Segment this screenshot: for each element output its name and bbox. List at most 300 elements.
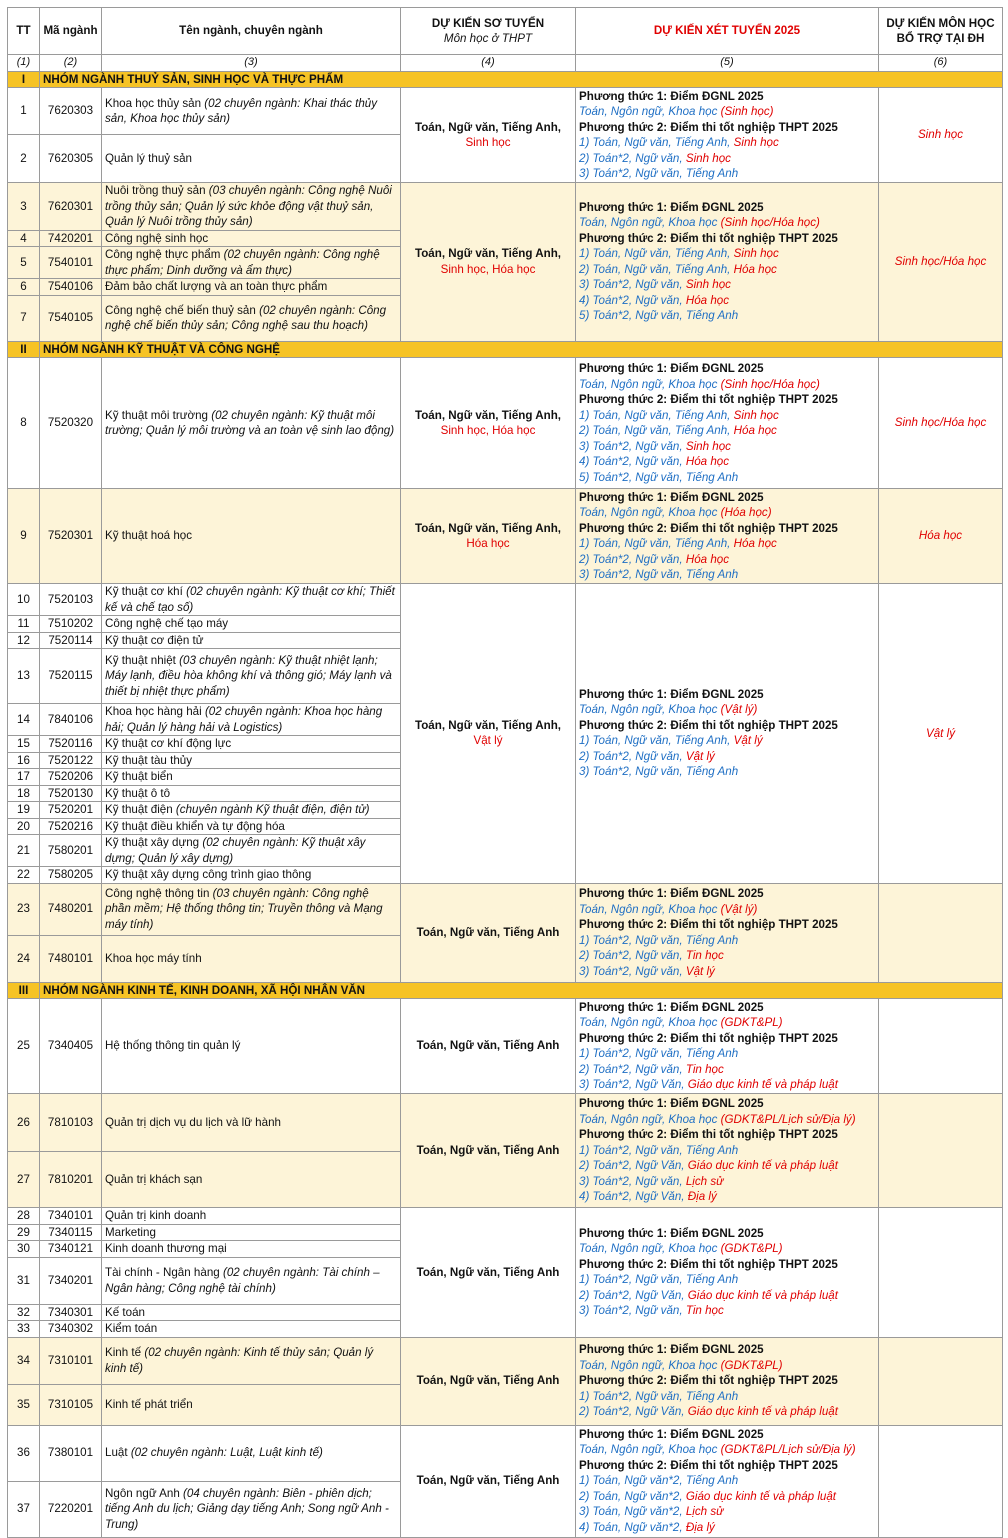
program-name: Kỹ thuật cơ khí bbox=[105, 585, 183, 598]
program-code: 7220201 bbox=[40, 1481, 102, 1537]
method2-combination-main: 1) Toán*2, Ngữ văn, Tiếng Anh bbox=[579, 1047, 739, 1060]
program-name-cell bbox=[102, 835, 401, 867]
program-number: 36 bbox=[8, 1425, 40, 1481]
method2-combination-extra: Hóa học bbox=[733, 537, 777, 550]
index-cell: (4) bbox=[401, 55, 576, 72]
method2-combination bbox=[579, 749, 875, 765]
program-number: 1 bbox=[8, 88, 40, 135]
table-row bbox=[8, 1208, 1003, 1225]
program-name-cell bbox=[102, 1257, 401, 1304]
method2-combination bbox=[579, 262, 875, 278]
method2-combination bbox=[579, 1303, 875, 1319]
method2-combination-extra: Sinh học bbox=[733, 408, 779, 422]
screening-cell bbox=[401, 1094, 576, 1208]
program-number: 25 bbox=[8, 999, 40, 1094]
admission-methods-cell bbox=[576, 1425, 879, 1537]
program-number: 13 bbox=[8, 649, 40, 704]
admission-methods-cell bbox=[576, 999, 879, 1094]
method1-subjects bbox=[579, 104, 875, 120]
admission-methods-cell bbox=[576, 883, 879, 982]
table-row bbox=[8, 1094, 1003, 1152]
group-title: NHÓM NGÀNH KINH TẾ, KINH DOANH, XÃ HỘI NHÂN VĂN bbox=[40, 982, 1003, 999]
method2-combination-main: 4) Toán*2, Ngữ văn, bbox=[579, 293, 683, 307]
method2-combination-main: 2) Toán*2, Ngữ Văn, bbox=[579, 1288, 685, 1302]
method2-title: Phương thức 2: Điểm thi tốt nghiệp THPT 2025 bbox=[579, 231, 838, 245]
program-number: 35 bbox=[8, 1384, 40, 1425]
method2-combination-extra: Giáo dục kinh tế và pháp luật bbox=[685, 1489, 837, 1503]
program-code: 7520206 bbox=[40, 769, 102, 786]
method1-subjects-main: Toán, Ngôn ngữ, Khoa học bbox=[579, 506, 718, 519]
program-name-cell bbox=[102, 1304, 401, 1321]
program-code: 7540105 bbox=[40, 295, 102, 341]
method1-title: Phương thức 1: Điểm ĐGNL 2025 bbox=[579, 490, 764, 504]
method1-subjects bbox=[579, 902, 875, 918]
program-name: Khoa học thủy sản bbox=[105, 96, 202, 110]
program-name: Marketing bbox=[105, 1225, 156, 1239]
program-note: (02 chuyên ngành: Tài chính – Ngân hàng; Công nghệ tài chính) bbox=[105, 1266, 380, 1295]
screening-extra-subjects: Hóa học bbox=[466, 537, 510, 550]
method2-combination-extra: Lịch sử bbox=[685, 1174, 724, 1188]
program-name: Kế toán bbox=[105, 1305, 145, 1319]
program-name-cell bbox=[102, 1241, 401, 1258]
method1-title: Phương thức 1: Điểm ĐGNL 2025 bbox=[579, 1226, 764, 1240]
col-header-screening-title: DỰ KIẾN SƠ TUYỂN bbox=[431, 16, 545, 30]
program-name: Kỹ thuật xây dựng công trình giao thông bbox=[105, 868, 312, 881]
program-name: Kỹ thuật ô tô bbox=[105, 786, 171, 800]
admission-methods-cell bbox=[576, 1094, 879, 1208]
program-number: 32 bbox=[8, 1304, 40, 1321]
program-name-cell bbox=[102, 1321, 401, 1338]
screening-subjects: Toán, Ngữ văn, Tiếng Anh, bbox=[414, 521, 562, 535]
program-name: Nuôi trồng thuỷ sản bbox=[105, 184, 206, 197]
method1-title: Phương thức 1: Điểm ĐGNL 2025 bbox=[579, 1000, 764, 1014]
table-row bbox=[8, 999, 1003, 1094]
index-cell: (3) bbox=[102, 55, 401, 72]
support-subject bbox=[879, 1094, 1003, 1208]
program-number: 33 bbox=[8, 1321, 40, 1338]
group-title: NHÓM NGÀNH KỸ THUẬT VÀ CÔNG NGHỆ bbox=[40, 341, 1003, 358]
method2-combination bbox=[579, 1404, 875, 1420]
method1-title: Phương thức 1: Điểm ĐGNL 2025 bbox=[579, 887, 764, 900]
program-number: 14 bbox=[8, 704, 40, 736]
method2-combination-main: 3) Toán*2, Ngữ văn, bbox=[579, 439, 683, 453]
method2-combination-extra: Giáo dục kinh tế và pháp luật bbox=[687, 1288, 838, 1302]
program-name-cell bbox=[102, 1224, 401, 1241]
program-code: 7810103 bbox=[40, 1094, 102, 1152]
method2-combination-main: 4) Toán*2, Ngữ văn, bbox=[579, 455, 683, 468]
program-number: 5 bbox=[8, 247, 40, 279]
program-name-cell bbox=[102, 1094, 401, 1152]
program-name-cell bbox=[102, 802, 401, 819]
program-name: Quản trị kinh doanh bbox=[105, 1209, 207, 1222]
method1-subjects bbox=[579, 1442, 875, 1458]
screening-extra-subjects: Sinh học bbox=[465, 136, 511, 149]
method1-subjects-main: Toán, Ngôn ngữ, Khoa học bbox=[579, 1016, 718, 1029]
method2-combination-extra: Tin học bbox=[685, 1304, 724, 1318]
support-subject: Hóa học bbox=[879, 489, 1003, 584]
program-name: Quản trị khách sạn bbox=[105, 1172, 203, 1186]
program-name: Hệ thống thông tin quản lý bbox=[105, 1039, 241, 1053]
program-name-cell bbox=[102, 584, 401, 616]
program-code: 7520116 bbox=[40, 736, 102, 753]
method2-combination bbox=[579, 246, 875, 262]
table-row bbox=[8, 584, 1003, 616]
program-code: 7340201 bbox=[40, 1257, 102, 1304]
method2-combination-extra: Giáo dục kinh tế và pháp luật bbox=[687, 1405, 838, 1419]
program-number: 29 bbox=[8, 1224, 40, 1241]
method2-combination bbox=[579, 1062, 875, 1078]
index-cell: (2) bbox=[40, 55, 102, 72]
method2-combination-main: 1) Toán, Ngữ văn, Tiếng Anh, bbox=[579, 734, 731, 748]
program-name-cell bbox=[102, 247, 401, 279]
index-cell: (5) bbox=[576, 55, 879, 72]
index-cell: (6) bbox=[879, 55, 1003, 72]
method1-title: Phương thức 1: Điểm ĐGNL 2025 bbox=[579, 687, 764, 701]
program-code: 7620305 bbox=[40, 135, 102, 183]
program-name: Công nghệ chế biến thuỷ sản bbox=[105, 303, 256, 317]
support-subject bbox=[879, 883, 1003, 982]
program-code: 7420201 bbox=[40, 230, 102, 247]
method2-combination-main: 1) Toán*2, Ngữ văn, Tiếng Anh bbox=[579, 1273, 739, 1287]
support-subject: Sinh học/Hóa học bbox=[879, 358, 1003, 489]
method1-subjects bbox=[579, 1112, 875, 1128]
program-name: Đảm bảo chất lượng và an toàn thực phẩm bbox=[105, 280, 328, 293]
program-code: 7310101 bbox=[40, 1337, 102, 1384]
method2-combination-main: 3) Toán*2, Ngữ văn, bbox=[579, 1304, 683, 1318]
method2-combination-main: 2) Toán*2, Ngữ văn, bbox=[579, 1062, 683, 1076]
col-header-support bbox=[879, 8, 1003, 55]
method2-title: Phương thức 2: Điểm thi tốt nghiệp THPT 2025 bbox=[579, 1128, 838, 1142]
program-number: 19 bbox=[8, 802, 40, 819]
method1-subjects bbox=[579, 505, 875, 521]
method1-subjects-extra: (Sinh học/Hóa học) bbox=[720, 216, 820, 230]
table-row bbox=[8, 489, 1003, 584]
method2-combination-extra: Tin học bbox=[685, 1062, 724, 1076]
method1-subjects-extra: (GDKT&PL) bbox=[720, 1358, 783, 1372]
method1-subjects-extra: (Hóa học) bbox=[720, 506, 772, 519]
program-name-cell bbox=[102, 1208, 401, 1225]
method2-combination-main: 3) Toán*2, Ngữ văn, Tiếng Anh bbox=[579, 765, 739, 779]
method2-combination bbox=[579, 1046, 875, 1062]
program-name-cell bbox=[102, 769, 401, 786]
method1-subjects bbox=[579, 215, 875, 231]
method1-subjects-main: Toán, Ngôn ngữ, Khoa học bbox=[579, 902, 718, 916]
screening-subjects: Toán, Ngữ văn, Tiếng Anh, bbox=[414, 247, 562, 261]
method2-title: Phương thức 2: Điểm thi tốt nghiệp THPT 2025 bbox=[579, 1374, 838, 1388]
program-number: 6 bbox=[8, 279, 40, 296]
method2-combination bbox=[579, 439, 875, 455]
method2-combination-extra: Lịch sử bbox=[685, 1505, 724, 1519]
method2-combination-main: 1) Toán, Ngữ văn*2, Tiếng Anh bbox=[579, 1474, 739, 1488]
method2-combination bbox=[579, 552, 875, 568]
method1-title: Phương thức 1: Điểm ĐGNL 2025 bbox=[579, 1343, 764, 1357]
method2-combination-extra: Giáo dục kinh tế và pháp luật bbox=[687, 1078, 838, 1091]
method2-combination-main: 3) Toán*2, Ngữ Văn, bbox=[579, 1078, 685, 1091]
col-header-screening-sub: Môn học ở THPT bbox=[443, 32, 533, 45]
program-name-cell bbox=[102, 704, 401, 736]
method2-combination-main: 4) Toán, Ngữ văn*2, bbox=[579, 1520, 683, 1534]
program-name: Công nghệ chế tạo máy bbox=[105, 617, 229, 630]
method2-combination-main: 3) Toán*2, Ngữ văn, bbox=[579, 964, 683, 978]
method2-combination-main: 3) Toán*2, Ngữ văn, bbox=[579, 278, 683, 292]
program-note: (02 chuyên ngành: Khai thác thủy sản, Khoa học thủy sản) bbox=[105, 96, 378, 125]
program-number: 7 bbox=[8, 295, 40, 341]
method2-combination-main: 1) Toán*2, Ngữ văn, Tiếng Anh bbox=[579, 1143, 739, 1157]
method1-title: Phương thức 1: Điểm ĐGNL 2025 bbox=[579, 1427, 764, 1441]
program-name-cell bbox=[102, 1425, 401, 1481]
program-name-cell bbox=[102, 818, 401, 835]
program-code: 7510202 bbox=[40, 616, 102, 633]
method2-title: Phương thức 2: Điểm thi tốt nghiệp THPT 2025 bbox=[579, 918, 838, 931]
program-number: 11 bbox=[8, 616, 40, 633]
table-row bbox=[8, 88, 1003, 135]
program-note: (02 chuyên ngành: Công nghệ chế biến thủy sản; Công nghệ sau thu hoạch) bbox=[105, 303, 387, 332]
method2-combination-extra: Vật lý bbox=[733, 734, 763, 748]
method2-combination-extra: Vật lý bbox=[685, 749, 715, 763]
screening-subjects: Toán, Ngữ văn, Tiếng Anh bbox=[416, 925, 560, 939]
method2-combination-main: 3) Toán*2, Ngữ văn, bbox=[579, 1174, 683, 1188]
method2-combination bbox=[579, 964, 875, 980]
admission-methods-cell bbox=[576, 1337, 879, 1425]
method2-combination bbox=[579, 293, 875, 309]
method2-combination bbox=[579, 151, 875, 167]
method2-combination-extra: Sinh học bbox=[685, 278, 731, 292]
program-number: 23 bbox=[8, 883, 40, 935]
screening-subjects: Toán, Ngữ văn, Tiếng Anh bbox=[416, 1474, 560, 1488]
program-name: Kỹ thuật môi trường bbox=[105, 408, 209, 422]
screening-cell bbox=[401, 1208, 576, 1338]
method2-combination-extra: Hóa học bbox=[685, 552, 730, 566]
program-name: Kỹ thuật nhiệt bbox=[105, 653, 176, 667]
program-code: 7340405 bbox=[40, 999, 102, 1094]
group-number: III bbox=[8, 982, 40, 999]
program-number: 8 bbox=[8, 358, 40, 489]
header-row bbox=[8, 8, 1003, 55]
program-name-cell bbox=[102, 867, 401, 884]
program-number: 37 bbox=[8, 1481, 40, 1537]
program-number: 4 bbox=[8, 230, 40, 247]
method1-subjects-main: Toán, Ngôn ngữ, Khoa học bbox=[579, 1112, 718, 1126]
program-note: (02 chuyên ngành: Luật, Luật kinh tế) bbox=[130, 1446, 323, 1460]
method2-combination-main: 3) Toán, Ngữ văn*2, bbox=[579, 1505, 683, 1519]
program-code: 7520216 bbox=[40, 818, 102, 835]
program-name-cell bbox=[102, 135, 401, 183]
col-header-tt: TT bbox=[8, 8, 40, 55]
method1-subjects-main: Toán, Ngôn ngữ, Khoa học bbox=[579, 1358, 718, 1372]
program-name: Quản lý thuỷ sản bbox=[105, 151, 193, 165]
program-code: 7340115 bbox=[40, 1224, 102, 1241]
method2-combination-main: 2) Toán*2, Ngữ Văn, bbox=[579, 1405, 685, 1419]
program-name: Kỹ thuật biển bbox=[105, 770, 173, 783]
program-name: Công nghệ thông tin bbox=[105, 886, 210, 900]
method1-subjects-main: Toán, Ngôn ngữ, Khoa học bbox=[579, 377, 718, 391]
method2-combination-main: 1) Toán, Ngữ văn, Tiếng Anh, bbox=[579, 537, 731, 550]
method1-subjects-extra: (GDKT&PL) bbox=[720, 1016, 783, 1029]
table-row bbox=[8, 183, 1003, 231]
method2-title: Phương thức 2: Điểm thi tốt nghiệp THPT 2025 bbox=[579, 1257, 838, 1271]
program-number: 2 bbox=[8, 135, 40, 183]
group-number: II bbox=[8, 341, 40, 358]
program-number: 28 bbox=[8, 1208, 40, 1225]
program-number: 21 bbox=[8, 835, 40, 867]
method2-combination-main: 1) Toán*2, Ngữ văn, Tiếng Anh bbox=[579, 933, 739, 947]
table-row bbox=[8, 1337, 1003, 1384]
program-number: 22 bbox=[8, 867, 40, 884]
index-cell: (1) bbox=[8, 55, 40, 72]
method2-title: Phương thức 2: Điểm thi tốt nghiệp THPT 2025 bbox=[579, 1458, 838, 1472]
program-name-cell bbox=[102, 616, 401, 633]
screening-subjects: Toán, Ngữ văn, Tiếng Anh, bbox=[414, 120, 562, 134]
table-row bbox=[8, 358, 1003, 489]
method2-combination bbox=[579, 1174, 875, 1190]
program-code: 7520130 bbox=[40, 785, 102, 802]
method2-combination bbox=[579, 423, 875, 439]
program-name-cell bbox=[102, 752, 401, 769]
program-name: Công nghệ thực phẩm bbox=[105, 248, 221, 261]
program-name-cell bbox=[102, 649, 401, 704]
program-name-cell bbox=[102, 935, 401, 982]
admission-methods-cell bbox=[576, 183, 879, 342]
method2-combination bbox=[579, 308, 875, 324]
program-number: 10 bbox=[8, 584, 40, 616]
group-row bbox=[8, 341, 1003, 358]
program-note: (02 chuyên ngành: Kinh tế thủy sản; Quản lý kinh tế) bbox=[105, 1346, 374, 1375]
program-number: 16 bbox=[8, 752, 40, 769]
program-name: Kỹ thuật xây dựng bbox=[105, 836, 200, 849]
screening-extra-subjects: Vật lý bbox=[473, 734, 503, 748]
method1-title: Phương thức 1: Điểm ĐGNL 2025 bbox=[579, 89, 764, 103]
method1-subjects-main: Toán, Ngôn ngữ, Khoa học bbox=[579, 1443, 718, 1457]
program-name: Kỹ thuật hoá học bbox=[105, 529, 193, 543]
screening-extra-subjects: Sinh học, Hóa học bbox=[440, 424, 536, 437]
method2-combination bbox=[579, 454, 875, 470]
method1-subjects-main: Toán, Ngôn ngữ, Khoa học bbox=[579, 703, 718, 717]
method2-combination-extra: Sinh học bbox=[733, 136, 779, 149]
group-row bbox=[8, 982, 1003, 999]
method2-combination bbox=[579, 1473, 875, 1489]
method2-combination-main: 1) Toán*2, Ngữ văn, Tiếng Anh bbox=[579, 1389, 739, 1403]
screening-cell bbox=[401, 358, 576, 489]
method2-combination-extra: Vật lý bbox=[685, 964, 715, 978]
program-name: Kỹ thuật cơ khí động lực bbox=[105, 737, 232, 750]
method2-combination-main: 2) Toán*2, Ngữ văn, bbox=[579, 749, 683, 763]
program-name-cell bbox=[102, 999, 401, 1094]
method2-title: Phương thức 2: Điểm thi tốt nghiệp THPT 2025 bbox=[579, 393, 838, 406]
program-name: Quản trị dịch vụ du lịch và lữ hành bbox=[105, 1115, 281, 1129]
screening-cell bbox=[401, 1337, 576, 1425]
method2-combination-extra: Tin học bbox=[685, 949, 724, 962]
method2-combination-main: 2) Toán, Ngữ văn, Tiếng Anh, bbox=[579, 262, 731, 276]
table-row bbox=[8, 1425, 1003, 1481]
method2-combination-extra: Địa lý bbox=[687, 1190, 717, 1204]
method1-subjects-main: Toán, Ngôn ngữ, Khoa học bbox=[579, 105, 718, 118]
method2-combination bbox=[579, 277, 875, 293]
method1-subjects-extra: (GDKT&PL/Lịch sử/Địa lý) bbox=[720, 1112, 856, 1126]
method1-subjects-extra: (Sinh học/Hóa học) bbox=[720, 377, 820, 391]
screening-subjects: Toán, Ngữ văn, Tiếng Anh, bbox=[414, 408, 562, 422]
program-name-cell bbox=[102, 230, 401, 247]
method2-combination bbox=[579, 1520, 875, 1536]
program-code: 7380101 bbox=[40, 1425, 102, 1481]
method2-combination bbox=[579, 733, 875, 749]
program-name: Kỹ thuật cơ điện tử bbox=[105, 633, 204, 647]
index-row bbox=[8, 55, 1003, 72]
program-name-cell bbox=[102, 1152, 401, 1208]
program-name-cell bbox=[102, 358, 401, 489]
method2-combination bbox=[579, 536, 875, 552]
program-name-cell bbox=[102, 489, 401, 584]
method2-combination bbox=[579, 470, 875, 486]
method2-combination-main: 1) Toán, Ngữ văn, Tiếng Anh, bbox=[579, 247, 731, 261]
program-name: Ngôn ngữ Anh bbox=[105, 1486, 180, 1500]
program-note: (03 chuyên ngành: Công nghệ Nuôi trồng thủy sản; Quản lý sức khỏe động vật thuỷ sản, Quản lý Nuôi trồng thủy sản) bbox=[105, 184, 392, 228]
method2-combination bbox=[579, 764, 875, 780]
program-name-cell bbox=[102, 279, 401, 296]
method2-combination-main: 4) Toán*2, Ngữ Văn, bbox=[579, 1190, 685, 1204]
method2-combination bbox=[579, 1143, 875, 1159]
method2-combination-extra: Hóa học bbox=[685, 455, 730, 468]
support-subject: Sinh học/Hóa học bbox=[879, 183, 1003, 342]
method2-combination-extra: Sinh học bbox=[685, 439, 731, 453]
method2-title: Phương thức 2: Điểm thi tốt nghiệp THPT 2025 bbox=[579, 521, 838, 535]
program-note: (02 chuyên ngành: Kỹ thuật xây dựng; Quản lý xây dựng) bbox=[105, 836, 366, 865]
method2-combination bbox=[579, 135, 875, 151]
admission-methods-cell bbox=[576, 88, 879, 183]
program-code: 7810201 bbox=[40, 1152, 102, 1208]
table-row bbox=[8, 883, 1003, 935]
method2-combination bbox=[579, 1389, 875, 1405]
method1-subjects-extra: (GDKT&PL) bbox=[720, 1242, 783, 1256]
screening-cell bbox=[401, 489, 576, 584]
method2-combination bbox=[579, 1504, 875, 1520]
method2-combination bbox=[579, 1158, 875, 1174]
program-code: 7340121 bbox=[40, 1241, 102, 1258]
group-row bbox=[8, 71, 1003, 88]
method2-combination-extra: Địa lý bbox=[685, 1520, 715, 1534]
program-number: 3 bbox=[8, 183, 40, 231]
program-name-cell bbox=[102, 632, 401, 649]
admission-methods-cell bbox=[576, 358, 879, 489]
program-name: Kỹ thuật điện bbox=[105, 803, 173, 816]
method2-combination bbox=[579, 933, 875, 949]
program-number: 31 bbox=[8, 1257, 40, 1304]
method2-combination bbox=[579, 948, 875, 964]
support-subject bbox=[879, 1425, 1003, 1537]
method2-combination-extra: Sinh học bbox=[685, 151, 731, 165]
col-header-support-line1: DỰ KIẾN MÔN HỌC bbox=[886, 16, 995, 30]
screening-cell bbox=[401, 999, 576, 1094]
screening-subjects: Toán, Ngữ văn, Tiếng Anh, bbox=[414, 718, 562, 732]
method2-combination-extra: Hóa học bbox=[733, 262, 777, 276]
method2-combination-main: 2) Toán, Ngữ văn, Tiếng Anh, bbox=[579, 424, 731, 437]
method2-combination bbox=[579, 408, 875, 424]
program-name-cell bbox=[102, 883, 401, 935]
program-number: 34 bbox=[8, 1337, 40, 1384]
group-number: I bbox=[8, 71, 40, 88]
screening-subjects: Toán, Ngữ văn, Tiếng Anh bbox=[416, 1265, 560, 1279]
method2-combination-extra: Hóa học bbox=[685, 293, 730, 307]
program-name-cell bbox=[102, 295, 401, 341]
col-header-screening bbox=[401, 8, 576, 55]
method2-combination bbox=[579, 166, 875, 182]
method1-subjects-extra: (Vật lý) bbox=[720, 703, 758, 717]
program-note: (03 chuyên ngành: Công nghệ phần mềm; Hệ thống thông tin; Truyền thông và Mạng máy tính) bbox=[105, 886, 383, 931]
method1-title: Phương thức 1: Điểm ĐGNL 2025 bbox=[579, 1097, 764, 1111]
program-note: (02 chuyên ngành: Công nghệ thực phẩm; Dinh dưỡng và ẩm thực) bbox=[105, 248, 380, 277]
method2-title: Phương thức 2: Điểm thi tốt nghiệp THPT 2025 bbox=[579, 120, 838, 134]
method2-combination-main: 5) Toán*2, Ngữ văn, Tiếng Anh bbox=[579, 470, 739, 484]
method1-subjects bbox=[579, 1358, 875, 1374]
